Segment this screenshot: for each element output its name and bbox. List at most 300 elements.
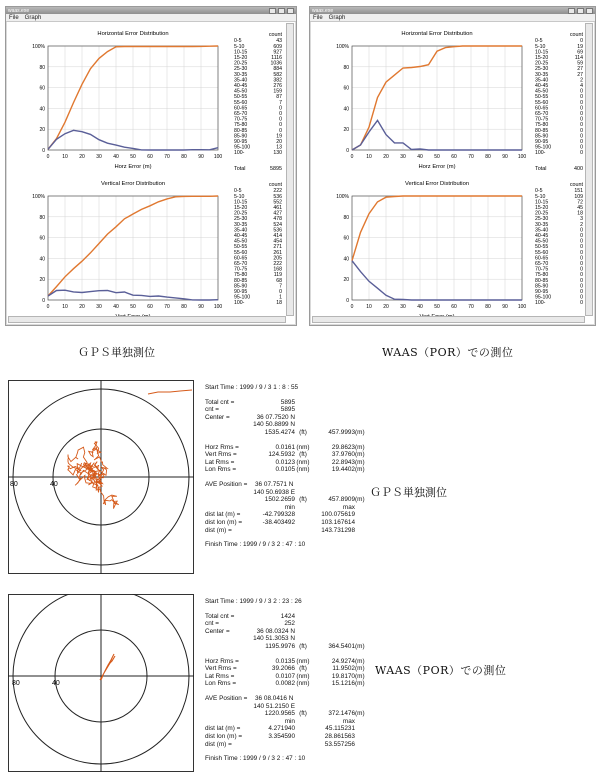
bin-label: 45-50 <box>535 238 549 245</box>
gps-charts <box>6 22 296 322</box>
dist-lat-label: dist lat (m) = <box>205 725 241 733</box>
dist-min <box>247 527 295 535</box>
ave-alt-m: 372.1476 <box>328 710 355 718</box>
bin-label: 80-85 <box>535 277 549 284</box>
start-time: Start Time : 1999 / 9 / 3 2 : 23 : 26 <box>205 598 302 605</box>
bin-label: 5-10 <box>535 43 546 50</box>
bin-count: 0 <box>279 127 282 134</box>
y-tick-label: 20 <box>343 127 349 134</box>
bin-label: 40-45 <box>234 233 248 239</box>
unit: (m) <box>355 496 365 504</box>
bin-label: 25-30 <box>234 66 248 73</box>
chart-title: Horizontal Error Distribution <box>401 31 473 37</box>
total-cnt-label: Total cnt = <box>205 612 235 620</box>
bin-label: 30-35 <box>234 221 248 228</box>
vertical-error-chart <box>336 181 526 320</box>
bin-count: 59 <box>577 60 583 67</box>
bin-label: 65-70 <box>234 111 248 117</box>
bin-label: 20-25 <box>535 210 549 217</box>
x-tick-label: 60 <box>451 304 457 310</box>
unit: (m) <box>355 466 365 474</box>
unit: (nm) <box>296 466 310 474</box>
caption-waas-right: WAAS（POR）での測位 <box>375 664 507 677</box>
min-header: min <box>284 503 295 511</box>
bin-label: 85-90 <box>234 133 248 140</box>
bin-count: 151 <box>574 188 583 195</box>
bin-count: 536 <box>273 227 282 234</box>
x-tick-label: 80 <box>181 154 187 160</box>
x-tick-label: 40 <box>417 304 423 310</box>
bin-label: 95-100 <box>234 294 251 301</box>
unit: (ft) <box>299 428 307 436</box>
bin-label: 65-70 <box>234 261 248 267</box>
x-tick-label: 0 <box>350 304 354 310</box>
bin-count: 0 <box>580 294 583 301</box>
bin-count: 0 <box>580 150 583 157</box>
cnt-value: 252 <box>284 620 295 628</box>
bin-label: 25-30 <box>535 66 549 73</box>
close-icon[interactable] <box>586 8 593 14</box>
total-cnt-value: 5895 <box>280 398 295 406</box>
vertical-scrollbar[interactable] <box>585 23 593 316</box>
bin-count: 18 <box>577 210 583 217</box>
x-tick-label: 10 <box>366 154 372 160</box>
bin-label: 0-5 <box>234 38 242 45</box>
bin-label: 55-60 <box>234 99 248 106</box>
bin-count: 414 <box>273 233 282 239</box>
bin-label: 35-40 <box>535 227 549 234</box>
y-tick-label: 0 <box>346 298 349 304</box>
x-tick-label: 80 <box>485 154 491 160</box>
y-tick-label: 40 <box>343 106 349 113</box>
bin-label: 85-90 <box>234 283 248 290</box>
bin-label: 20-25 <box>234 210 248 217</box>
bin-label: 15-20 <box>535 205 549 211</box>
bin-label: 100- <box>234 300 245 307</box>
ave-lon: 140 51.2150 E <box>253 702 295 710</box>
dist-lat-max: 45.115231 <box>325 725 355 733</box>
horz-rms-m: 29.8623 <box>331 443 355 451</box>
horizontal-scrollbar[interactable] <box>312 316 585 323</box>
bin-count: 222 <box>273 261 282 267</box>
gps-stats-panel <box>205 384 365 549</box>
y-tick-label: 40 <box>39 106 45 113</box>
bin-count: 382 <box>273 77 282 84</box>
window-titlebar[interactable] <box>6 7 296 14</box>
bin-label: 30-35 <box>535 221 549 228</box>
bin-label: 15-20 <box>234 55 248 61</box>
bin-count: 0 <box>580 116 583 123</box>
menu-file[interactable]: File <box>9 14 19 21</box>
horz-rms-m: 24.9274 <box>331 657 355 665</box>
x-tick-label: 30 <box>400 304 406 310</box>
lat-rms-m: 19.8170 <box>331 672 355 680</box>
vert-rms-label: Vert Rms = <box>205 451 237 459</box>
bin-count: 0 <box>279 116 282 123</box>
bin-label: 75-80 <box>535 122 549 129</box>
unit: (m) <box>355 672 365 680</box>
x-tick-label: 40 <box>113 154 119 160</box>
lat-rms-value: 0.0107 <box>275 672 295 680</box>
min-header: min <box>284 717 295 725</box>
lon-rms-m: 19.4402 <box>331 466 355 474</box>
bin-count: 13 <box>276 144 282 151</box>
bin-label: 75-80 <box>234 122 248 129</box>
ave-alt-m: 457.8909 <box>328 496 355 504</box>
chart-title: Vertical Error Distribution <box>404 181 470 187</box>
y-tick-label: 60 <box>343 85 349 92</box>
bin-count: 454 <box>273 238 282 245</box>
bin-label: 10-15 <box>535 49 549 56</box>
bin-label: 50-55 <box>535 244 549 251</box>
dist-lat-min: -42.799328 <box>262 511 295 519</box>
y-tick-label: 0 <box>346 148 349 154</box>
ring-label-inner: 40 <box>52 680 60 687</box>
bin-count: 0 <box>580 300 583 307</box>
cnt-label: cnt = <box>205 620 220 628</box>
dist-lon-max: 28.861563 <box>324 732 355 740</box>
finish-time: Finish Time : 1999 / 9 / 3 2 : 47 : 10 <box>205 755 306 763</box>
bin-label: 5-10 <box>535 193 546 200</box>
bin-label: 50-55 <box>535 94 549 101</box>
bin-label: 90-95 <box>234 139 248 145</box>
bin-count: 27 <box>577 71 583 78</box>
bin-label: 55-60 <box>535 99 549 106</box>
vertical-error-chart <box>32 181 222 320</box>
x-tick-label: 40 <box>113 304 119 310</box>
gps-window <box>5 6 297 326</box>
x-tick-label: 20 <box>79 304 85 310</box>
x-tick-label: 100 <box>517 154 527 160</box>
x-tick-label: 60 <box>147 154 153 160</box>
x-tick-label: 90 <box>502 304 508 310</box>
bin-count: 609 <box>273 43 282 50</box>
bin-label: 90-95 <box>535 289 549 295</box>
bin-count: 0 <box>279 122 282 129</box>
unit: (ft) <box>299 642 307 650</box>
horizontal-count-table <box>535 32 584 172</box>
x-tick-label: 50 <box>130 154 136 160</box>
y-tick-label: 20 <box>39 277 45 284</box>
bin-count: 68 <box>276 277 282 284</box>
x-tick-label: 30 <box>400 154 406 160</box>
x-tick-label: 90 <box>502 154 508 160</box>
x-tick-label: 10 <box>62 154 68 160</box>
bin-label: 50-55 <box>234 244 248 251</box>
y-tick-label: 80 <box>343 214 349 221</box>
ring-label-inner: 40 <box>50 481 58 488</box>
ave-alt-ft: 1220.9565 <box>264 710 295 718</box>
ave-lat: 36 08.0416 N <box>255 694 294 702</box>
center-lon: 140 51.3053 N <box>253 635 295 643</box>
bin-count: 0 <box>580 99 583 106</box>
bin-label: 15-20 <box>535 55 549 61</box>
bin-label: 0-5 <box>535 188 543 195</box>
bin-label: 40-45 <box>535 83 549 89</box>
unit: (nm) <box>296 458 310 466</box>
dist-label: dist (m) = <box>205 526 232 534</box>
bin-count: 0 <box>580 94 583 101</box>
bin-count: 3 <box>580 216 583 223</box>
bin-count: 0 <box>580 266 583 273</box>
x-tick-label: 90 <box>198 304 204 310</box>
bin-label: 35-40 <box>234 77 248 84</box>
bin-label: 20-25 <box>234 60 248 67</box>
bin-count: 7 <box>279 283 282 290</box>
menu-bar <box>310 14 595 22</box>
bin-label: 45-50 <box>234 238 248 245</box>
lon-rms-label: Lon Rms = <box>205 466 237 474</box>
bin-label: 60-65 <box>535 105 549 112</box>
bin-count: 119 <box>273 272 282 279</box>
maximize-icon[interactable] <box>278 8 285 14</box>
y-tick-label: 80 <box>343 64 349 71</box>
bin-label: 70-75 <box>234 116 248 123</box>
bin-label: 5-10 <box>234 43 245 50</box>
x-tick-label: 80 <box>485 304 491 310</box>
x-tick-label: 10 <box>366 304 372 310</box>
bin-count: 2 <box>580 221 583 228</box>
bin-count: 927 <box>273 49 282 56</box>
x-tick-label: 80 <box>181 304 187 310</box>
center-alt-m: 457.9993 <box>328 428 355 436</box>
bin-label: 35-40 <box>535 77 549 84</box>
bin-count: 0 <box>580 283 583 290</box>
x-tick-label: 70 <box>164 304 170 310</box>
x-tick-label: 100 <box>517 304 527 310</box>
count-header: count <box>569 32 583 38</box>
total-label: Total <box>535 165 547 172</box>
caption-gps-top: ＧＰＳ単独測位 <box>78 346 155 359</box>
bin-label: 70-75 <box>234 266 248 273</box>
lon-rms-value: 0.0105 <box>275 466 295 474</box>
bin-label: 0-5 <box>234 188 242 195</box>
bin-label: 60-65 <box>234 255 248 262</box>
bin-label: 85-90 <box>535 133 549 140</box>
lat-rms-label: Lat Rms = <box>205 458 235 466</box>
bin-count: 19 <box>577 43 583 50</box>
maximize-icon[interactable] <box>577 8 584 14</box>
y-tick-label: 20 <box>343 277 349 284</box>
y-tick-label: 60 <box>39 85 45 92</box>
x-tick-label: 100 <box>213 304 223 310</box>
dist-lon-label: dist lon (m) = <box>205 518 243 526</box>
bin-count: 130 <box>273 150 282 157</box>
menu-graph[interactable]: Graph <box>328 14 346 21</box>
unit: (m) <box>355 642 365 650</box>
count-header: count <box>268 182 282 188</box>
center-alt-ft: 1535.4274 <box>264 428 295 436</box>
bin-label: 40-45 <box>234 83 248 89</box>
count-header: count <box>569 182 583 188</box>
max-header: max <box>342 503 355 511</box>
horz-rms-value: 0.0135 <box>275 657 295 665</box>
unit: (ft) <box>299 496 307 504</box>
menu-bar <box>6 14 296 22</box>
y-tick-label: 40 <box>343 256 349 263</box>
bin-label: 70-75 <box>535 266 549 273</box>
bin-count: 0 <box>580 261 583 267</box>
bin-label: 5-10 <box>234 193 245 200</box>
caption-gps-right: ＧＰＳ単独測位 <box>370 486 447 499</box>
cnt-label: cnt = <box>205 406 220 414</box>
bin-label: 20-25 <box>535 60 549 67</box>
bin-count: 168 <box>273 266 282 273</box>
bin-label: 75-80 <box>535 272 549 279</box>
bin-count: 43 <box>276 38 282 45</box>
bin-label: 25-30 <box>234 216 248 223</box>
bin-count: 2 <box>580 77 583 84</box>
window-controls <box>568 8 593 14</box>
ave-position-label: AVE Position = <box>205 480 248 488</box>
bin-label: 55-60 <box>535 249 549 256</box>
center-label: Center = <box>205 627 230 635</box>
bin-count: 478 <box>273 216 282 223</box>
y-tick-label: 40 <box>39 256 45 263</box>
bin-count: 1 <box>279 294 282 301</box>
unit: (m) <box>355 428 365 436</box>
x-tick-label: 30 <box>96 154 102 160</box>
bin-count: 0 <box>580 238 583 245</box>
bin-label: 100- <box>535 300 546 307</box>
unit: (ft) <box>299 451 307 459</box>
bin-count: 0 <box>580 127 583 134</box>
waas-window <box>309 6 596 326</box>
bin-count: 0 <box>580 289 583 295</box>
y-tick-label: 100% <box>32 194 45 200</box>
dist-lon-min: 3.354590 <box>268 732 295 740</box>
bin-count: 0 <box>580 255 583 262</box>
unit: (ft) <box>299 665 307 673</box>
x-tick-label: 20 <box>383 154 389 160</box>
bin-count: 261 <box>273 249 282 256</box>
bin-count: 19 <box>276 133 282 140</box>
x-axis-label: Horz Error (m) <box>114 164 152 170</box>
waas-stats-panel <box>205 598 365 763</box>
bin-label: 65-70 <box>535 261 549 267</box>
bin-label: 85-90 <box>535 283 549 290</box>
bin-count: 0 <box>279 105 282 112</box>
bin-label: 45-50 <box>234 88 248 95</box>
bin-count: 276 <box>273 83 282 89</box>
bin-label: 95-100 <box>535 294 552 301</box>
bin-count: 427 <box>273 210 282 217</box>
window-controls <box>269 8 294 14</box>
y-tick-label: 80 <box>39 214 45 221</box>
cnt-value: 5895 <box>280 406 295 414</box>
unit: (m) <box>355 458 365 466</box>
bin-count: 0 <box>580 133 583 140</box>
bin-count: 536 <box>273 193 282 200</box>
bin-label: 60-65 <box>535 255 549 262</box>
x-tick-label: 50 <box>434 304 440 310</box>
bin-label: 80-85 <box>535 127 549 134</box>
close-icon[interactable] <box>287 8 294 14</box>
menu-file[interactable]: File <box>313 14 323 21</box>
bin-label: 90-95 <box>535 139 549 145</box>
total-label: Total <box>234 165 246 172</box>
bin-count: 0 <box>580 88 583 95</box>
bin-count: 0 <box>580 272 583 279</box>
x-tick-label: 70 <box>468 304 474 310</box>
bin-count: 884 <box>273 66 282 73</box>
bin-label: 10-15 <box>234 49 248 56</box>
horizontal-scrollbar[interactable] <box>8 316 286 323</box>
x-tick-label: 70 <box>468 154 474 160</box>
unit: (m) <box>355 443 365 451</box>
bin-count: 0 <box>580 227 583 234</box>
unit: (m) <box>355 657 365 665</box>
bin-label: 95-100 <box>535 144 552 151</box>
vertical-count-table <box>234 182 283 322</box>
bin-label: 35-40 <box>234 227 248 234</box>
vert-rms-value: 124.5932 <box>268 451 295 459</box>
y-tick-label: 0 <box>42 148 45 154</box>
start-time: Start Time : 1999 / 9 / 3 1 : 8 : 55 <box>205 384 299 391</box>
lon-rms-label: Lon Rms = <box>205 680 237 688</box>
bin-count: 159 <box>273 88 282 95</box>
x-tick-label: 40 <box>417 154 423 160</box>
x-tick-label: 30 <box>96 304 102 310</box>
ave-lat: 36 07.7571 N <box>255 480 294 488</box>
y-tick-label: 60 <box>343 235 349 242</box>
vert-rms-value: 39.2066 <box>271 665 295 673</box>
bin-label: 100- <box>234 150 245 157</box>
x-tick-label: 100 <box>213 154 223 160</box>
lat-rms-label: Lat Rms = <box>205 672 235 680</box>
dist-lon-min: -38.403492 <box>262 518 295 526</box>
ring-label-outer: 80 <box>10 481 18 488</box>
minimize-icon[interactable] <box>269 8 276 14</box>
bin-label: 40-45 <box>535 233 549 239</box>
bin-label: 25-30 <box>535 216 549 223</box>
x-tick-label: 20 <box>79 154 85 160</box>
window-title: waas.exe <box>312 7 334 14</box>
bin-count: 0 <box>580 111 583 117</box>
y-tick-label: 60 <box>39 235 45 242</box>
dist-lat-max: 100.075619 <box>321 511 355 519</box>
unit: (m) <box>355 680 365 688</box>
lat-rms-value: 0.0123 <box>275 458 295 466</box>
bin-count: 45 <box>577 205 583 211</box>
bin-count: 524 <box>273 221 282 228</box>
dist-max: 53.557256 <box>324 740 355 748</box>
bin-label: 90-95 <box>234 289 248 295</box>
horz-rms-label: Horz Rms = <box>205 657 239 665</box>
total-value: 400 <box>574 165 583 172</box>
bin-count: 1036 <box>270 60 282 67</box>
window-titlebar[interactable] <box>310 7 595 14</box>
vert-rms-m: 37.9760 <box>331 451 355 459</box>
vertical-scrollbar[interactable] <box>286 23 294 316</box>
total-cnt-label: Total cnt = <box>205 398 235 406</box>
minimize-icon[interactable] <box>568 8 575 14</box>
menu-graph[interactable]: Graph <box>24 14 42 21</box>
bin-count: 461 <box>273 205 282 211</box>
x-tick-label: 20 <box>383 304 389 310</box>
bin-label: 95-100 <box>234 144 251 151</box>
x-tick-label: 90 <box>198 154 204 160</box>
x-tick-label: 50 <box>434 154 440 160</box>
bin-count: 109 <box>574 193 583 200</box>
unit: (m) <box>355 710 365 718</box>
dist-lat-label: dist lat (m) = <box>205 511 241 519</box>
center-label: Center = <box>205 413 230 421</box>
bin-count: 582 <box>273 71 282 78</box>
bin-label: 30-35 <box>535 71 549 78</box>
max-header: max <box>342 717 355 725</box>
finish-time: Finish Time : 1999 / 9 / 3 2 : 47 : 10 <box>205 541 306 549</box>
